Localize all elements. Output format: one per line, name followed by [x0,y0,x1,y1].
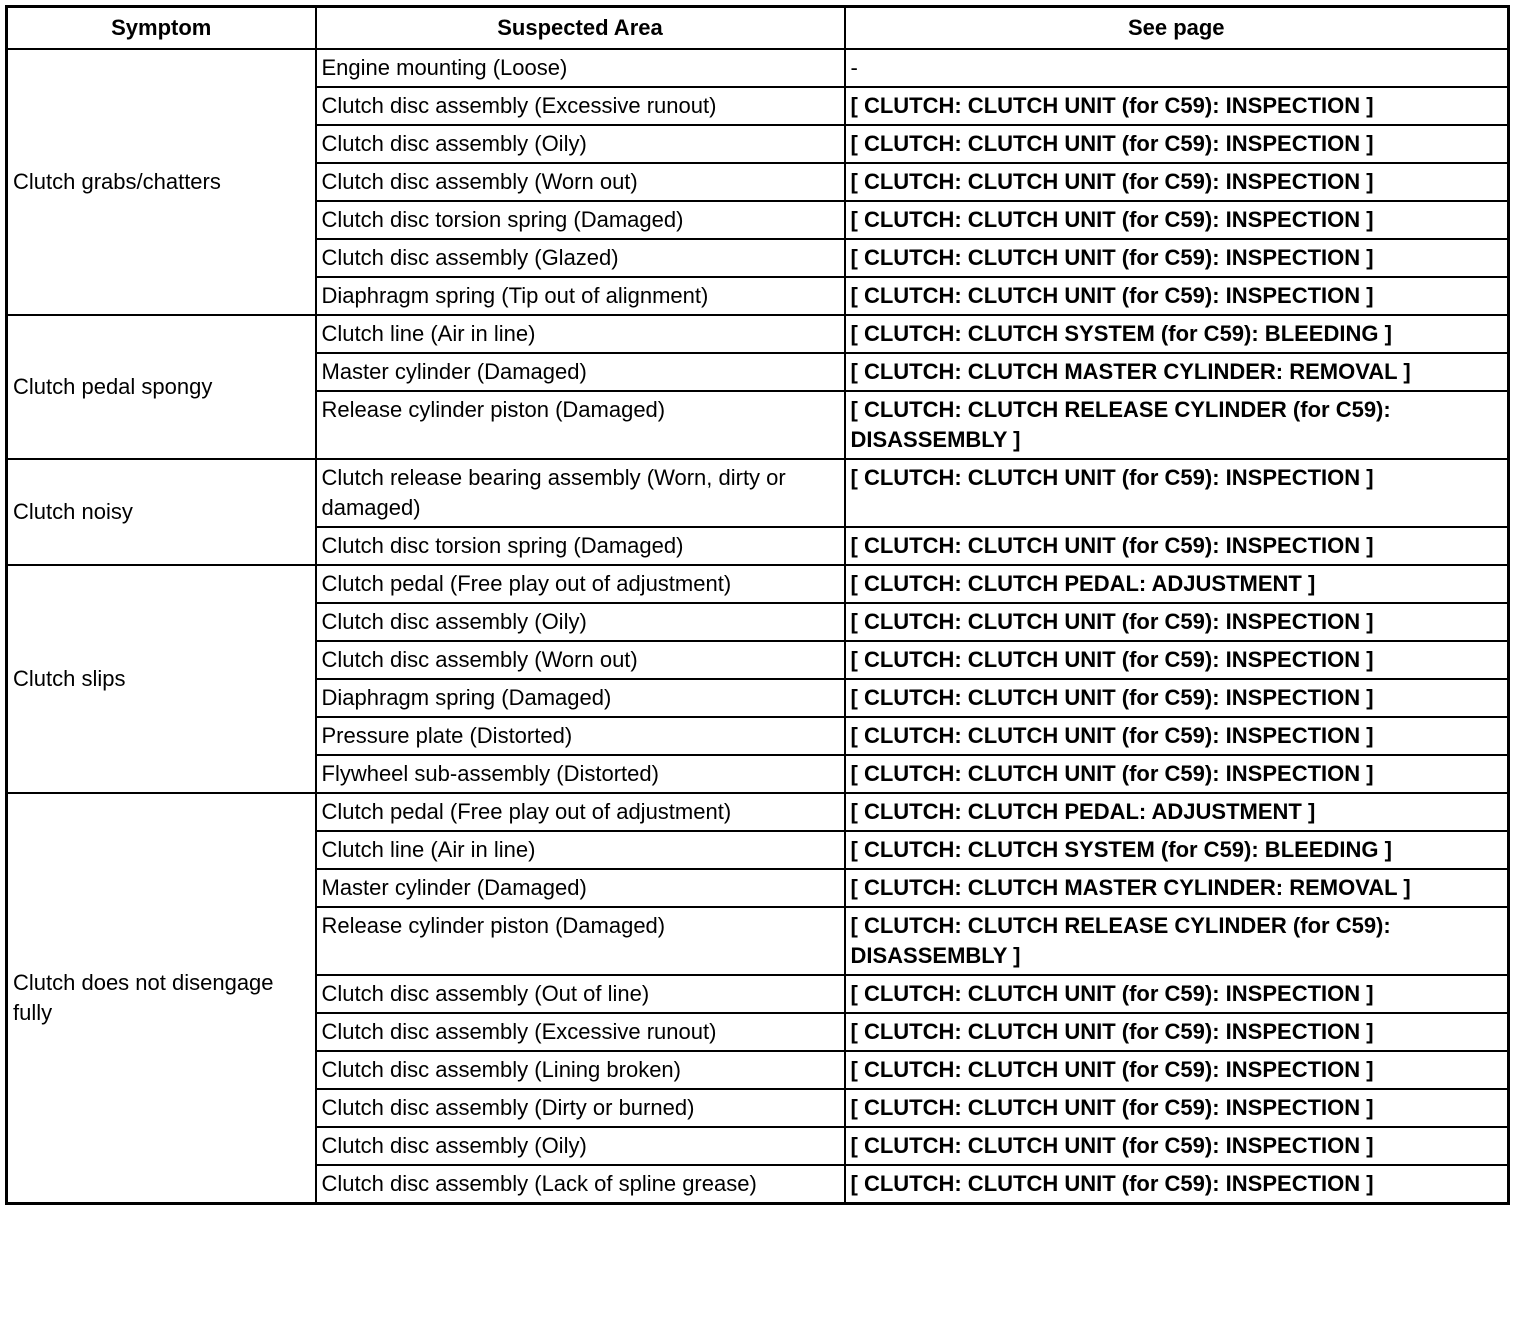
suspected-area-cell: Master cylinder (Damaged) [316,869,845,907]
see-page-link[interactable]: [ CLUTCH: CLUTCH UNIT (for C59): INSPECTION ] [845,239,1509,277]
symptom-cell: Clutch pedal spongy [7,315,316,459]
suspected-area-cell: Clutch pedal (Free play out of adjustment) [316,565,845,603]
see-page-link[interactable]: [ CLUTCH: CLUTCH UNIT (for C59): INSPECTION ] [845,1127,1509,1165]
suspected-area-cell: Clutch disc assembly (Worn out) [316,163,845,201]
suspected-area-cell: Clutch release bearing assembly (Worn, dirty or damaged) [316,459,845,527]
header-symptom: Symptom [7,7,316,50]
suspected-area-cell: Master cylinder (Damaged) [316,353,845,391]
see-page-link[interactable]: [ CLUTCH: CLUTCH UNIT (for C59): INSPECTION ] [845,459,1509,527]
see-page-link[interactable]: [ CLUTCH: CLUTCH UNIT (for C59): INSPECTION ] [845,125,1509,163]
see-page-link[interactable]: [ CLUTCH: CLUTCH MASTER CYLINDER: REMOVAL ] [845,353,1509,391]
suspected-area-cell: Clutch disc assembly (Excessive runout) [316,1013,845,1051]
symptom-cell: Clutch grabs/chatters [7,49,316,315]
see-page-link[interactable]: [ CLUTCH: CLUTCH SYSTEM (for C59): BLEEDING ] [845,831,1509,869]
table-row [7,315,1509,353]
see-page-link[interactable]: [ CLUTCH: CLUTCH UNIT (for C59): INSPECTION ] [845,1051,1509,1089]
troubleshooting-table [5,5,1510,1205]
table-body [7,49,1509,1204]
see-page-link[interactable]: [ CLUTCH: CLUTCH UNIT (for C59): INSPECTION ] [845,1165,1509,1204]
suspected-area-cell: Release cylinder piston (Damaged) [316,391,845,459]
suspected-area-cell: Clutch disc torsion spring (Damaged) [316,201,845,239]
suspected-area-cell: Clutch disc assembly (Worn out) [316,641,845,679]
suspected-area-cell: Clutch line (Air in line) [316,315,845,353]
see-page-link[interactable]: [ CLUTCH: CLUTCH RELEASE CYLINDER (for C59): DISASSEMBLY ] [845,391,1509,459]
see-page-link[interactable]: [ CLUTCH: CLUTCH UNIT (for C59): INSPECTION ] [845,163,1509,201]
suspected-area-cell: Diaphragm spring (Damaged) [316,679,845,717]
header-suspected-area: Suspected Area [316,7,845,50]
suspected-area-cell: Clutch line (Air in line) [316,831,845,869]
see-page-link[interactable]: [ CLUTCH: CLUTCH PEDAL: ADJUSTMENT ] [845,793,1509,831]
see-page-link[interactable]: [ CLUTCH: CLUTCH UNIT (for C59): INSPECTION ] [845,641,1509,679]
symptom-cell: Clutch does not disengage fully [7,793,316,1204]
see-page-link[interactable]: [ CLUTCH: CLUTCH UNIT (for C59): INSPECTION ] [845,201,1509,239]
suspected-area-cell: Clutch disc assembly (Excessive runout) [316,87,845,125]
suspected-area-cell: Clutch disc assembly (Out of line) [316,975,845,1013]
header-see-page: See page [845,7,1509,50]
see-page-link[interactable]: [ CLUTCH: CLUTCH UNIT (for C59): INSPECTION ] [845,717,1509,755]
suspected-area-cell: Clutch disc assembly (Lining broken) [316,1051,845,1089]
see-page-link[interactable]: [ CLUTCH: CLUTCH UNIT (for C59): INSPECTION ] [845,87,1509,125]
table-row [7,793,1509,831]
symptom-cell: Clutch noisy [7,459,316,565]
suspected-area-cell: Clutch disc assembly (Oily) [316,603,845,641]
see-page-cell: - [845,49,1509,87]
header-row [7,7,1509,50]
see-page-link[interactable]: [ CLUTCH: CLUTCH UNIT (for C59): INSPECTION ] [845,527,1509,565]
symptom-cell: Clutch slips [7,565,316,793]
see-page-link[interactable]: [ CLUTCH: CLUTCH UNIT (for C59): INSPECTION ] [845,679,1509,717]
suspected-area-cell: Diaphragm spring (Tip out of alignment) [316,277,845,315]
table-row [7,459,1509,527]
see-page-link[interactable]: [ CLUTCH: CLUTCH RELEASE CYLINDER (for C59): DISASSEMBLY ] [845,907,1509,975]
suspected-area-cell: Clutch disc assembly (Lack of spline grease) [316,1165,845,1204]
see-page-link[interactable]: [ CLUTCH: CLUTCH UNIT (for C59): INSPECTION ] [845,1089,1509,1127]
suspected-area-cell: Clutch pedal (Free play out of adjustment) [316,793,845,831]
suspected-area-cell: Clutch disc assembly (Glazed) [316,239,845,277]
table-row [7,49,1509,87]
see-page-link[interactable]: [ CLUTCH: CLUTCH MASTER CYLINDER: REMOVAL ] [845,869,1509,907]
suspected-area-cell: Clutch disc assembly (Oily) [316,125,845,163]
suspected-area-cell: Clutch disc torsion spring (Damaged) [316,527,845,565]
suspected-area-cell: Clutch disc assembly (Dirty or burned) [316,1089,845,1127]
suspected-area-cell: Clutch disc assembly (Oily) [316,1127,845,1165]
suspected-area-cell: Pressure plate (Distorted) [316,717,845,755]
suspected-area-cell: Release cylinder piston (Damaged) [316,907,845,975]
table-row [7,565,1509,603]
see-page-link[interactable]: [ CLUTCH: CLUTCH SYSTEM (for C59): BLEEDING ] [845,315,1509,353]
see-page-link[interactable]: [ CLUTCH: CLUTCH UNIT (for C59): INSPECTION ] [845,603,1509,641]
suspected-area-cell: Engine mounting (Loose) [316,49,845,87]
see-page-link[interactable]: [ CLUTCH: CLUTCH PEDAL: ADJUSTMENT ] [845,565,1509,603]
see-page-link[interactable]: [ CLUTCH: CLUTCH UNIT (for C59): INSPECTION ] [845,277,1509,315]
see-page-link[interactable]: [ CLUTCH: CLUTCH UNIT (for C59): INSPECTION ] [845,975,1509,1013]
see-page-link[interactable]: [ CLUTCH: CLUTCH UNIT (for C59): INSPECTION ] [845,1013,1509,1051]
suspected-area-cell: Flywheel sub-assembly (Distorted) [316,755,845,793]
see-page-link[interactable]: [ CLUTCH: CLUTCH UNIT (for C59): INSPECTION ] [845,755,1509,793]
